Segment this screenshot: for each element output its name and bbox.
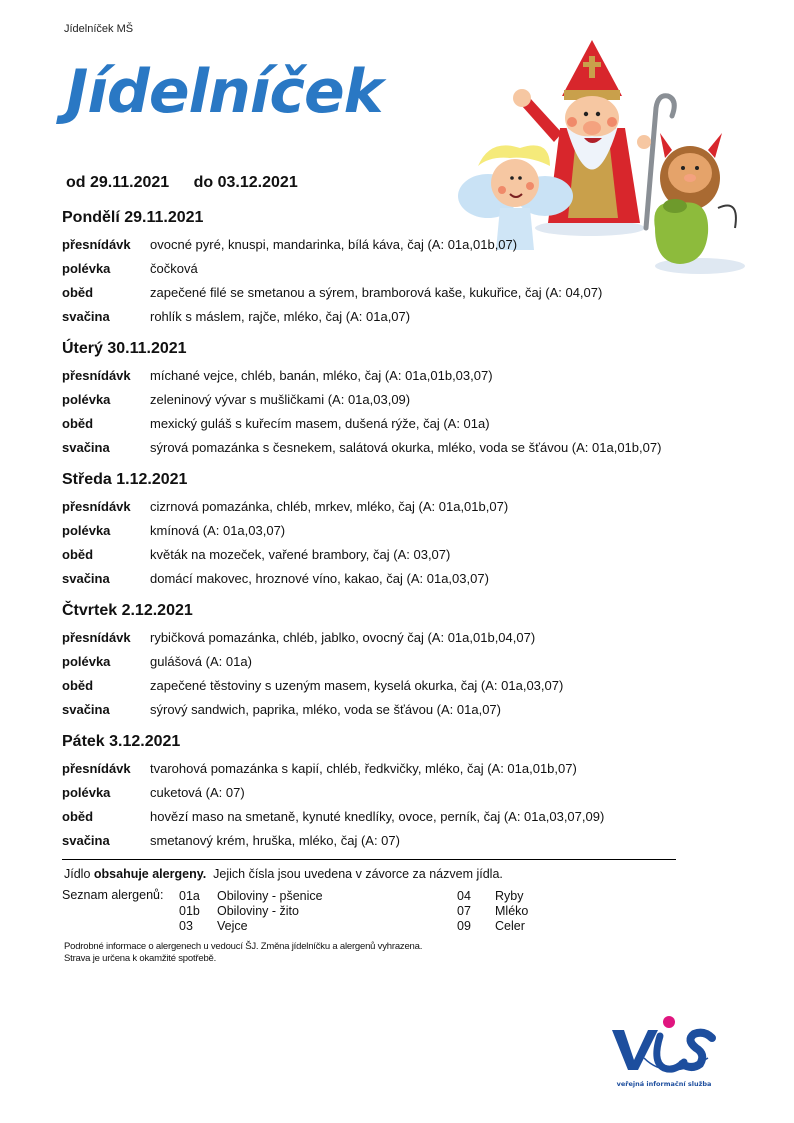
allergen-code: 07	[457, 904, 471, 918]
meal-label: oběd	[62, 285, 94, 300]
meal-label: polévka	[62, 785, 111, 800]
meal-label: přesnídávk	[62, 761, 131, 776]
meal-value: míchané vejce, chléb, banán, mléko, čaj (A: 01a,01b,03,07)	[150, 368, 493, 383]
meal-row	[62, 283, 702, 307]
meal-row	[62, 783, 702, 807]
allergen-name: Mléko	[495, 904, 529, 918]
meal-value: zeleninový vývar s mušličkami (A: 01a,03,09)	[150, 392, 411, 407]
meal-row	[62, 759, 702, 783]
allergen-list-label: Seznam alergenů:	[62, 888, 164, 902]
allergen-item	[457, 888, 523, 904]
allergen-name: Vejce	[217, 919, 248, 933]
meal-value: květák na mozeček, vařené brambory, čaj (A: 03,07)	[150, 547, 451, 562]
vis-tagline: veřejná informační služba	[616, 1080, 712, 1088]
meal-value: tvarohová pomazánka s kapií, chléb, ředkvičky, mléko, čaj (A: 01a,01b,07)	[150, 761, 577, 776]
day-title: Pondělí 29.11.2021	[62, 209, 204, 226]
day-section	[62, 731, 702, 855]
meal-label: oběd	[62, 678, 94, 693]
meal-value: mexický guláš s kuřecím masem, dušená rýže, čaj (A: 01a)	[150, 416, 490, 431]
day-section	[62, 600, 702, 724]
meal-row	[62, 700, 702, 724]
allergen-code: 01a	[179, 889, 200, 903]
allergen-code: 03	[179, 919, 193, 933]
day-section	[62, 207, 702, 331]
meal-row	[62, 414, 702, 438]
allergen-code: 09	[457, 919, 471, 933]
meal-row	[62, 676, 702, 700]
header-note: Jídelníček MŠ	[64, 23, 134, 35]
date-to: do 03.12.2021	[193, 174, 298, 191]
meal-label: svačina	[62, 309, 110, 324]
day-title: Čtvrtek 2.12.2021	[62, 602, 193, 619]
meal-row	[62, 628, 702, 652]
meal-label: přesnídávk	[62, 499, 131, 514]
allergen-name: Ryby	[495, 889, 524, 903]
allergen-intro-suffix: Jejich čísla jsou uvedena v závorce za názvem jídla.	[206, 867, 503, 881]
menu-days	[62, 207, 702, 855]
separator-line	[62, 859, 676, 860]
vis-logo	[608, 1010, 720, 1090]
meal-row	[62, 235, 702, 259]
meal-row	[62, 652, 702, 676]
meal-label: polévka	[62, 654, 111, 669]
allergen-name: Obiloviny - pšenice	[217, 889, 323, 903]
allergen-item	[179, 888, 323, 904]
meal-value: kmínová (A: 01a,03,07)	[150, 523, 286, 538]
day-title: Úterý 30.11.2021	[62, 340, 187, 357]
page-title: Jídelníček	[66, 57, 383, 127]
day-title: Středa 1.12.2021	[62, 471, 188, 488]
meal-label: oběd	[62, 547, 94, 562]
allergen-intro-prefix: Jídlo	[64, 867, 94, 881]
meal-label: oběd	[62, 416, 94, 431]
allergen-item	[457, 903, 528, 919]
meal-value: domácí makovec, hroznové víno, kakao, čaj (A: 01a,03,07)	[150, 571, 489, 586]
day-section	[62, 338, 702, 462]
day-section	[62, 469, 702, 593]
meal-label: svačina	[62, 440, 110, 455]
meal-row	[62, 307, 702, 331]
meal-value: cizrnová pomazánka, chléb, mrkev, mléko, čaj (A: 01a,01b,07)	[150, 499, 509, 514]
meal-label: přesnídávk	[62, 237, 131, 252]
meal-row	[62, 521, 702, 545]
meal-value: rybičková pomazánka, chléb, jablko, ovocný čaj (A: 01a,01b,04,07)	[150, 630, 536, 645]
footnote-line-2: Strava je určena k okamžité spotřebě.	[64, 953, 217, 964]
meal-value: cuketová (A: 07)	[150, 785, 245, 800]
meal-value: gulášová (A: 01a)	[150, 654, 252, 669]
meal-value: ovocné pyré, knuspi, mandarinka, bílá káva, čaj (A: 01a,01b,07)	[150, 237, 518, 252]
allergen-name: Celer	[495, 919, 525, 933]
allergen-item	[179, 918, 248, 934]
day-title: Pátek 3.12.2021	[62, 733, 181, 750]
date-from: od 29.11.2021	[66, 174, 170, 191]
footnote-line-1: Podrobné informace o alergenech u vedoucí ŠJ. Změna jídelníčku a alergenů vyhrazena.	[64, 941, 423, 952]
meal-row	[62, 569, 702, 593]
meal-label: přesnídávk	[62, 368, 131, 383]
meal-value: zapečené těstoviny s uzeným masem, kyselá okurka, čaj (A: 01a,03,07)	[150, 678, 564, 693]
meal-label: svačina	[62, 702, 110, 717]
meal-row	[62, 438, 702, 462]
meal-label: svačina	[62, 571, 110, 586]
meal-row	[62, 497, 702, 521]
allergen-intro	[64, 867, 503, 881]
allergen-code: 04	[457, 889, 471, 903]
meal-label: svačina	[62, 833, 110, 848]
meal-row	[62, 259, 702, 283]
meal-label: oběd	[62, 809, 94, 824]
meal-value: hovězí maso na smetaně, kynuté knedlíky, ovoce, perník, čaj (A: 01a,03,07,09)	[150, 809, 605, 824]
meal-row	[62, 366, 702, 390]
date-range	[66, 174, 298, 192]
allergen-code: 01b	[179, 904, 200, 918]
meal-label: polévka	[62, 523, 111, 538]
meal-row	[62, 807, 702, 831]
meal-value: sýrový sandwich, paprika, mléko, voda se šťávou (A: 01a,07)	[150, 702, 501, 717]
meal-value: sýrová pomazánka s česnekem, salátová okurka, mléko, voda se šťávou (A: 01a,01b,07)	[150, 440, 662, 455]
allergen-item	[179, 903, 299, 919]
allergen-name: Obiloviny - žito	[217, 904, 299, 918]
meal-row	[62, 390, 702, 414]
footnote	[64, 941, 422, 965]
meal-value: zapečené filé se smetanou a sýrem, bramborová kaše, kukuřice, čaj (A: 04,07)	[150, 285, 603, 300]
meal-value: čočková	[150, 261, 198, 276]
allergen-item	[457, 918, 525, 934]
meal-label: polévka	[62, 261, 111, 276]
allergen-intro-bold: obsahuje alergeny.	[93, 867, 207, 881]
meal-label: přesnídávk	[62, 630, 131, 645]
meal-label: polévka	[62, 392, 111, 407]
meal-value: rohlík s máslem, rajče, mléko, čaj (A: 01a,07)	[150, 309, 411, 324]
meal-row	[62, 831, 702, 855]
meal-value: smetanový krém, hruška, mléko, čaj (A: 07)	[150, 833, 400, 848]
meal-row	[62, 545, 702, 569]
